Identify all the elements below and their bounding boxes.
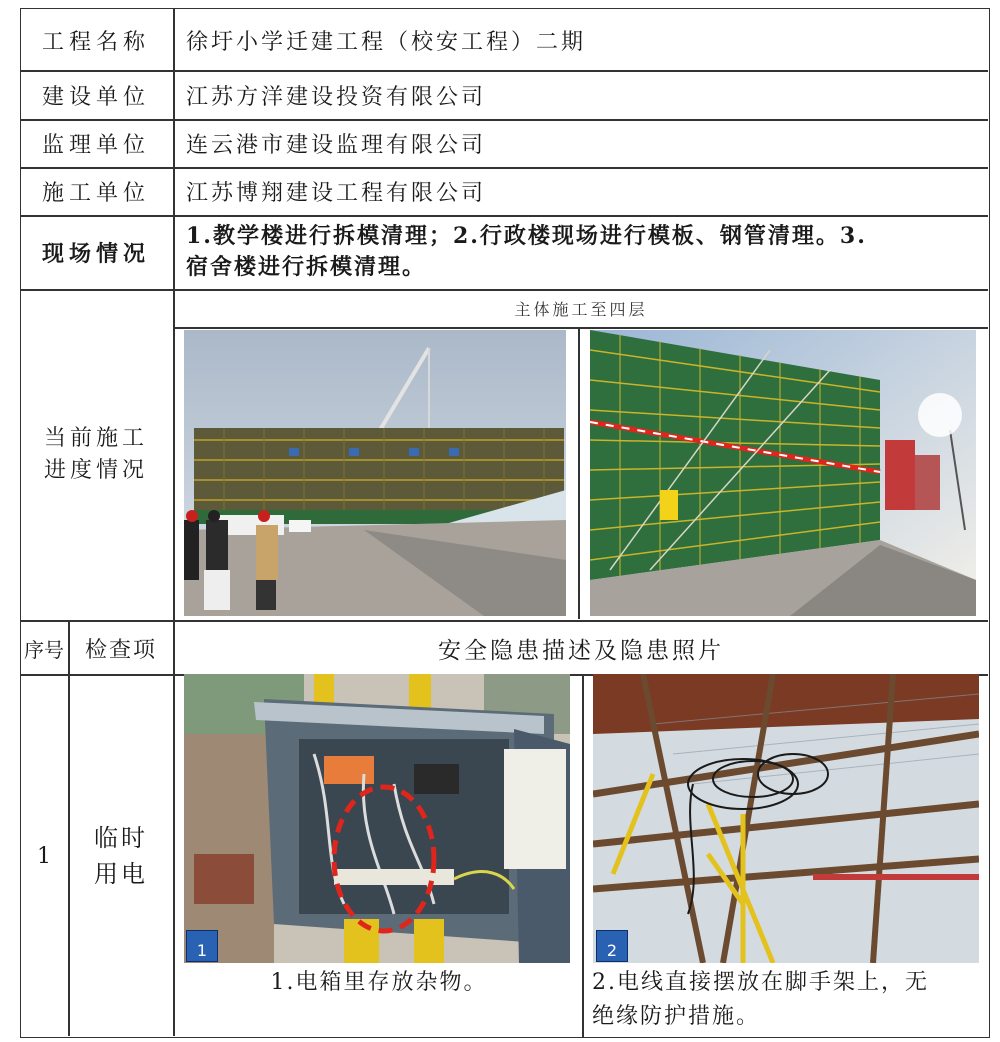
hazard-photo-2-caption-line1: 2.电线直接摆放在脚手架上，无 <box>592 970 929 995</box>
progress-label <box>20 290 172 620</box>
contractor-value: 江苏博翔建设工程有限公司 <box>186 181 487 206</box>
progress-label-line2: 进度情况 <box>43 458 148 483</box>
hazard-column-divider <box>582 675 584 1037</box>
site-value-line1: 1.教学楼进行拆模清理；2.行政楼现场进行模板、钢管清理。3. <box>186 223 867 249</box>
hazard-photo-2-badge: 2 <box>596 930 628 962</box>
row1-item-line1: 临时 <box>94 824 148 852</box>
supervisor-label: 监理单位 <box>41 133 150 158</box>
site-value-line2: 宿舍楼进行拆模清理。 <box>186 254 427 280</box>
hazard-photo-1-electrical-box <box>184 674 570 963</box>
site-label: 现场情况 <box>41 240 150 267</box>
hazard-photo-2-caption <box>592 966 984 1034</box>
project-name-value: 徐圩小学迁建工程（校安工程）二期 <box>186 29 587 55</box>
progress-photo-front <box>184 330 566 616</box>
header-index: 序号 <box>24 637 64 662</box>
builder-label: 建设单位 <box>41 84 150 110</box>
progress-photo-side <box>590 330 976 616</box>
hazard-photo-2-wires <box>593 674 979 963</box>
builder-value: 江苏方洋建设投资有限公司 <box>186 84 487 110</box>
header-description: 安全隐患描述及隐患照片 <box>438 637 724 664</box>
contractor-label: 施工单位 <box>41 181 150 206</box>
header-item: 检查项 <box>84 637 157 663</box>
progress-caption: 主体施工至四层 <box>514 299 648 319</box>
photo-column-divider <box>578 327 580 619</box>
project-name-label: 工程名称 <box>41 29 150 55</box>
row1-item-line2: 用电 <box>94 860 148 888</box>
hazard-photo-1-badge: 1 <box>186 930 218 962</box>
hazard-photo-2-caption-line2: 绝缘防护措施。 <box>592 1004 761 1029</box>
row1-item <box>69 675 173 1037</box>
row1-index: 1 <box>37 843 51 869</box>
progress-label-line1: 当前施工 <box>43 426 148 451</box>
hazard-photo-1-caption: 1.电箱里存放杂物。 <box>270 970 488 995</box>
site-value <box>174 216 984 288</box>
supervisor-value: 连云港市建设监理有限公司 <box>186 133 487 158</box>
cut-off-title-strip <box>0 0 1000 6</box>
